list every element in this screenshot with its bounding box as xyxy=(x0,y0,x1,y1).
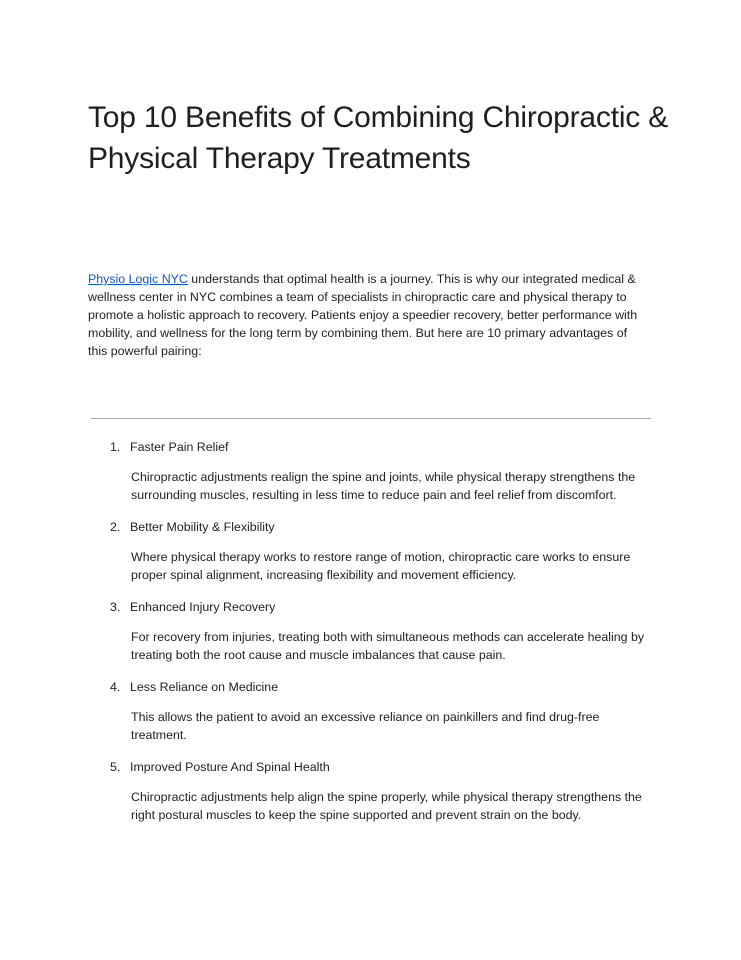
item-description: Chiropractic adjustments help align the spine properly, while physical therapy strengthens the right postural muscles to keep the spine supported and prevent strain on the body. xyxy=(131,790,642,822)
item-title: Faster Pain Relief xyxy=(130,440,229,454)
list-item xyxy=(110,518,655,584)
item-description: For recovery from injuries, treating both with simultaneous methods can accelerate healing by treating both the root cause and muscle imbalances that cause pain. xyxy=(131,630,645,662)
item-number: 2. xyxy=(110,520,121,534)
item-number: 4. xyxy=(110,680,121,694)
intro-text: understands that optimal health is a journey. This is why our integrated medical & wellness center in NYC combines a team of specialists in chiropractic care and physical therapy to promote a holistic approach to recovery. Patients enjoy a speedier recovery, better performance with mobility, and wellness for the long term by combining them. But here are 10 primary advantages of this powerful pairing: xyxy=(88,272,638,358)
list-item xyxy=(110,678,655,744)
item-title: Enhanced Injury Recovery xyxy=(130,600,276,614)
list-item xyxy=(110,758,655,824)
item-title: Improved Posture And Spinal Health xyxy=(130,760,330,774)
item-title: Better Mobility & Flexibility xyxy=(130,520,275,534)
item-description: Where physical therapy works to restore range of motion, chiropractic care works to ensure proper spinal alignment, increasing flexibility and movement efficiency. xyxy=(131,550,631,582)
item-description: This allows the patient to avoid an excessive reliance on painkillers and find drug-free treatment. xyxy=(131,710,600,742)
item-title: Less Reliance on Medicine xyxy=(130,680,279,694)
physio-logic-link[interactable]: Physio Logic NYC xyxy=(88,272,188,286)
item-number: 5. xyxy=(110,760,121,774)
list-item xyxy=(110,438,655,504)
item-number: 1. xyxy=(110,440,121,454)
item-description: Chiropractic adjustments realign the spine and joints, while physical therapy strengthens the surrounding muscles, resulting in less time to reduce pain and feel relief from discomfort. xyxy=(131,470,636,502)
intro-paragraph xyxy=(88,270,648,360)
page-title: Top 10 Benefits of Combining Chiropractic & Physical Therapy Treatments xyxy=(88,101,669,175)
list-item xyxy=(110,598,655,664)
item-number: 3. xyxy=(110,600,121,614)
benefits-list xyxy=(110,438,655,838)
section-divider xyxy=(91,418,651,419)
